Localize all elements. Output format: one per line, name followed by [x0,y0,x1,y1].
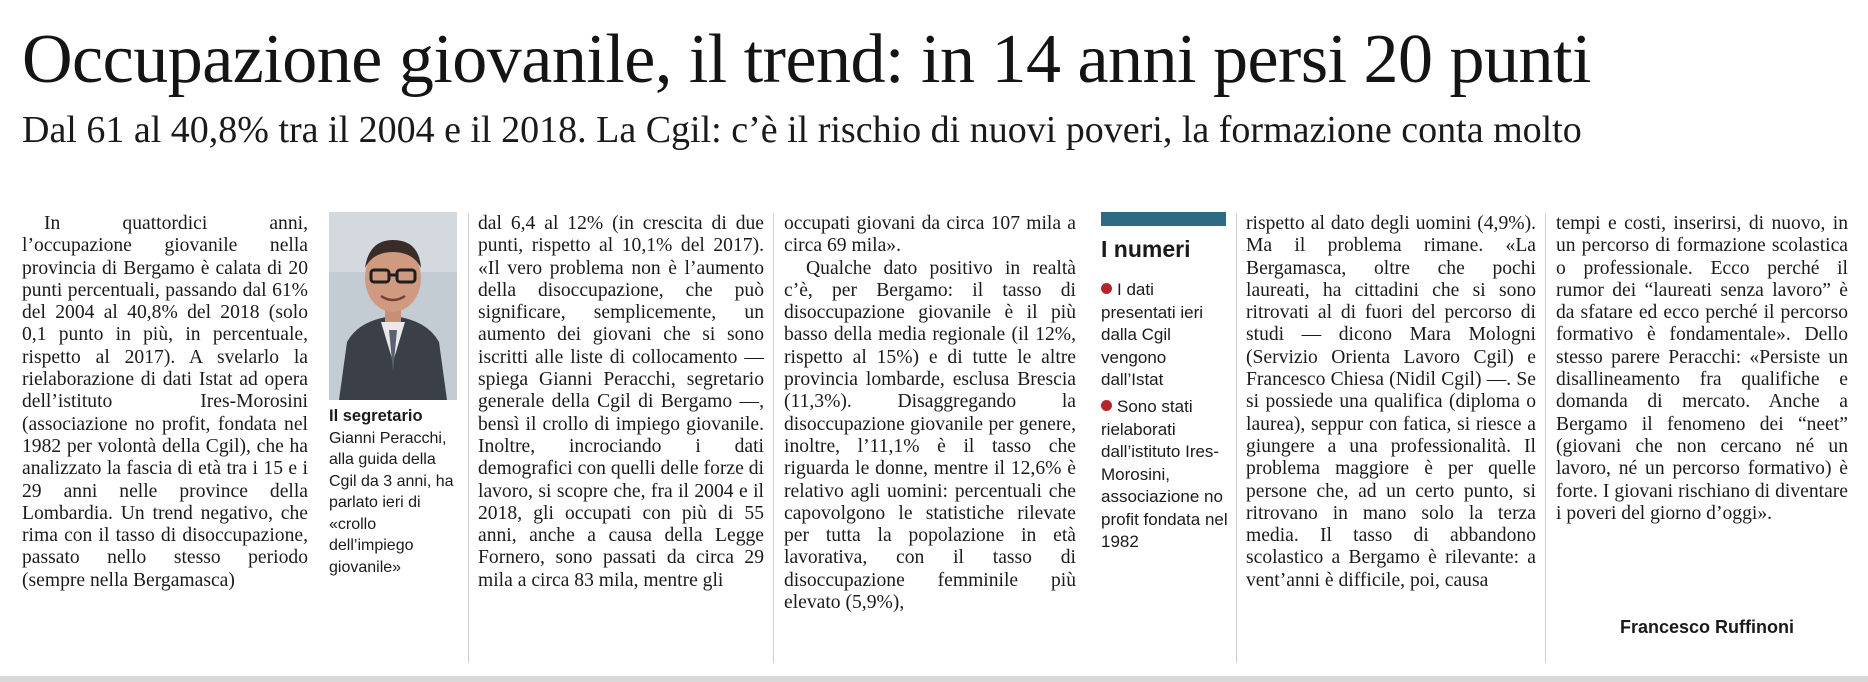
bullet-icon [1101,283,1112,294]
column-4-text: rispetto al dato degli uomini (4,9%). Ma il problema rimane. «La Bergamasca, oltre che pochi laureati, ha cittadini che si sono ritrovati al di fuori del percorso di studi — dicono Mara Mologni (Servizio Orienta Lavoro Cgil) e Francesco Chiesa (Nidil Cgil) —. Se si possiede una qualifica (diploma o laurea), seppur con fatica, si riesce a giungere a una professionalità. Il problema maggiore è per quelle persone che, ad un certo punto, si ritrovano in mano solo la terza media. Il tasso di abbandono scolastico a Bergamo è rilevante: a vent’anni è difficile, poi, causa [1246,213,1536,591]
info-box-item-text: I dati presentati ieri dalla Cgil vengono dall’Istat [1101,280,1204,389]
column-divider [1236,213,1237,663]
photo-caption-title: Il segretario [329,407,423,425]
column-5-text: tempi e costi, inserirsi, di nuovo, in un percorso di formazione scolastica o professionale. Ecco perché il rumor dei “laureati senza lavoro” è da sfatare ed ecco perché il percorso formativo è fondamentale». Dello stesso parere Peracchi: «Persiste un disallineamento fra qualifiche e domanda di mercato. Anche a Bergamo il fenomeno dei “neet” (giovani che non cercano né un lavoro, né un percorso formativo) è forte. I giovani rischiano di diventare i poveri del giorno d’oggi». [1556,213,1848,524]
column-divider [773,213,774,663]
column-1-text: In quattordici anni, l’occupazione giovanile nella provincia di Bergamo è calata di 20 punti percentuali, passando dal 61% del 2004 al 40,8% del 2018 (solo 0,1 punto in più, in percentuale, rispetto al 2017). A svelarlo la rielaborazione di dati Istat ad opera dell’istituto Ires-Morosini (associazione no profit, fondata nel 1982 per volontà della Cgil), che ha analizzato la fascia di età tra i 15 e i 29 anni nelle province della Lombardia. Un trend negativo, che rima con il tasso di disoccupazione, passato nello stesso periodo (sempre nella Bergamasca) [22,213,308,591]
article-byline: Francesco Ruffinoni [1620,617,1795,637]
column-divider [468,213,469,663]
column-2-text: dal 6,4 al 12% (in crescita di due punti, rispetto al 10,1% del 2017). «Il vero problema non è l’aumento della disoccupazione, che può significare, semplicemente, un aumento dei giovani che si sono iscritti alle liste di collocamento — spiega Gianni Peracchi, segretario generale della Cgil di Bergamo —, bensì il crollo di impiego giovanile. Inoltre, incrociando i dati demografici con quelli delle forze di lavoro, si scopre che, fra il 2004 e il 2018, gli occupati con più di 55 anni, anche a causa della Legge Fornero, sono passati da circa 29 mila a circa 83 mila, mentre gli [478,213,764,591]
bullet-icon [1101,400,1112,411]
article-column-3 [784,213,1076,663]
portrait-image [329,212,457,400]
info-box-title: I numeri [1101,236,1191,262]
article-column-4 [1246,213,1536,663]
article-column-1 [22,213,308,663]
author-photo [329,212,457,400]
column-3-text-b: Qualche dato positivo in realtà c’è, per Bergamo: il tasso di disoccupazione giovanile è il più basso della media regionale (il 12%, rispetto al 15%) e di tutte le altre provincia lombarde, esclusa Brescia (11,3%). Disaggregando la disoccupazione giovanile per genere, inoltre, l’11,1% è il tasso che riguarda le donne, mentre il 12,6% è relativo agli uomini: percentuali che capovolgono le statistiche rilevate per tutta la popolazione in età lavorativa, con il tasso di disoccupazione femminile più elevato (5,9%), [784,257,1076,614]
info-box-item [1101,396,1231,554]
article-subheadline: Dal 61 al 40,8% tra il 2004 e il 2018. La Cgil: c’è il rischio di nuovi poveri, la formazione conta molto [22,109,1582,151]
photo-caption [329,406,459,578]
article-column-2 [478,213,764,663]
photo-caption-text: Gianni Peracchi, alla guida della Cgil da 3 anni, ha parlato ieri di «crollo dell’impiego giovanile» [329,429,454,576]
article-column-5 [1556,213,1848,613]
column-divider [1545,213,1546,663]
column-3-text-a: occupati giovani da circa 107 mila a circa 69 mila». [784,213,1076,257]
info-box-accent-bar [1101,212,1226,226]
page-bottom-divider [0,676,1868,682]
info-box-item-text: Sono stati rielaborati dall’istituto Ires-Morosini, associazione no profit fondata nel 1982 [1101,397,1228,551]
info-box-item [1101,279,1231,392]
article-headline: Occupazione giovanile, il trend: in 14 anni persi 20 punti [22,21,1591,98]
